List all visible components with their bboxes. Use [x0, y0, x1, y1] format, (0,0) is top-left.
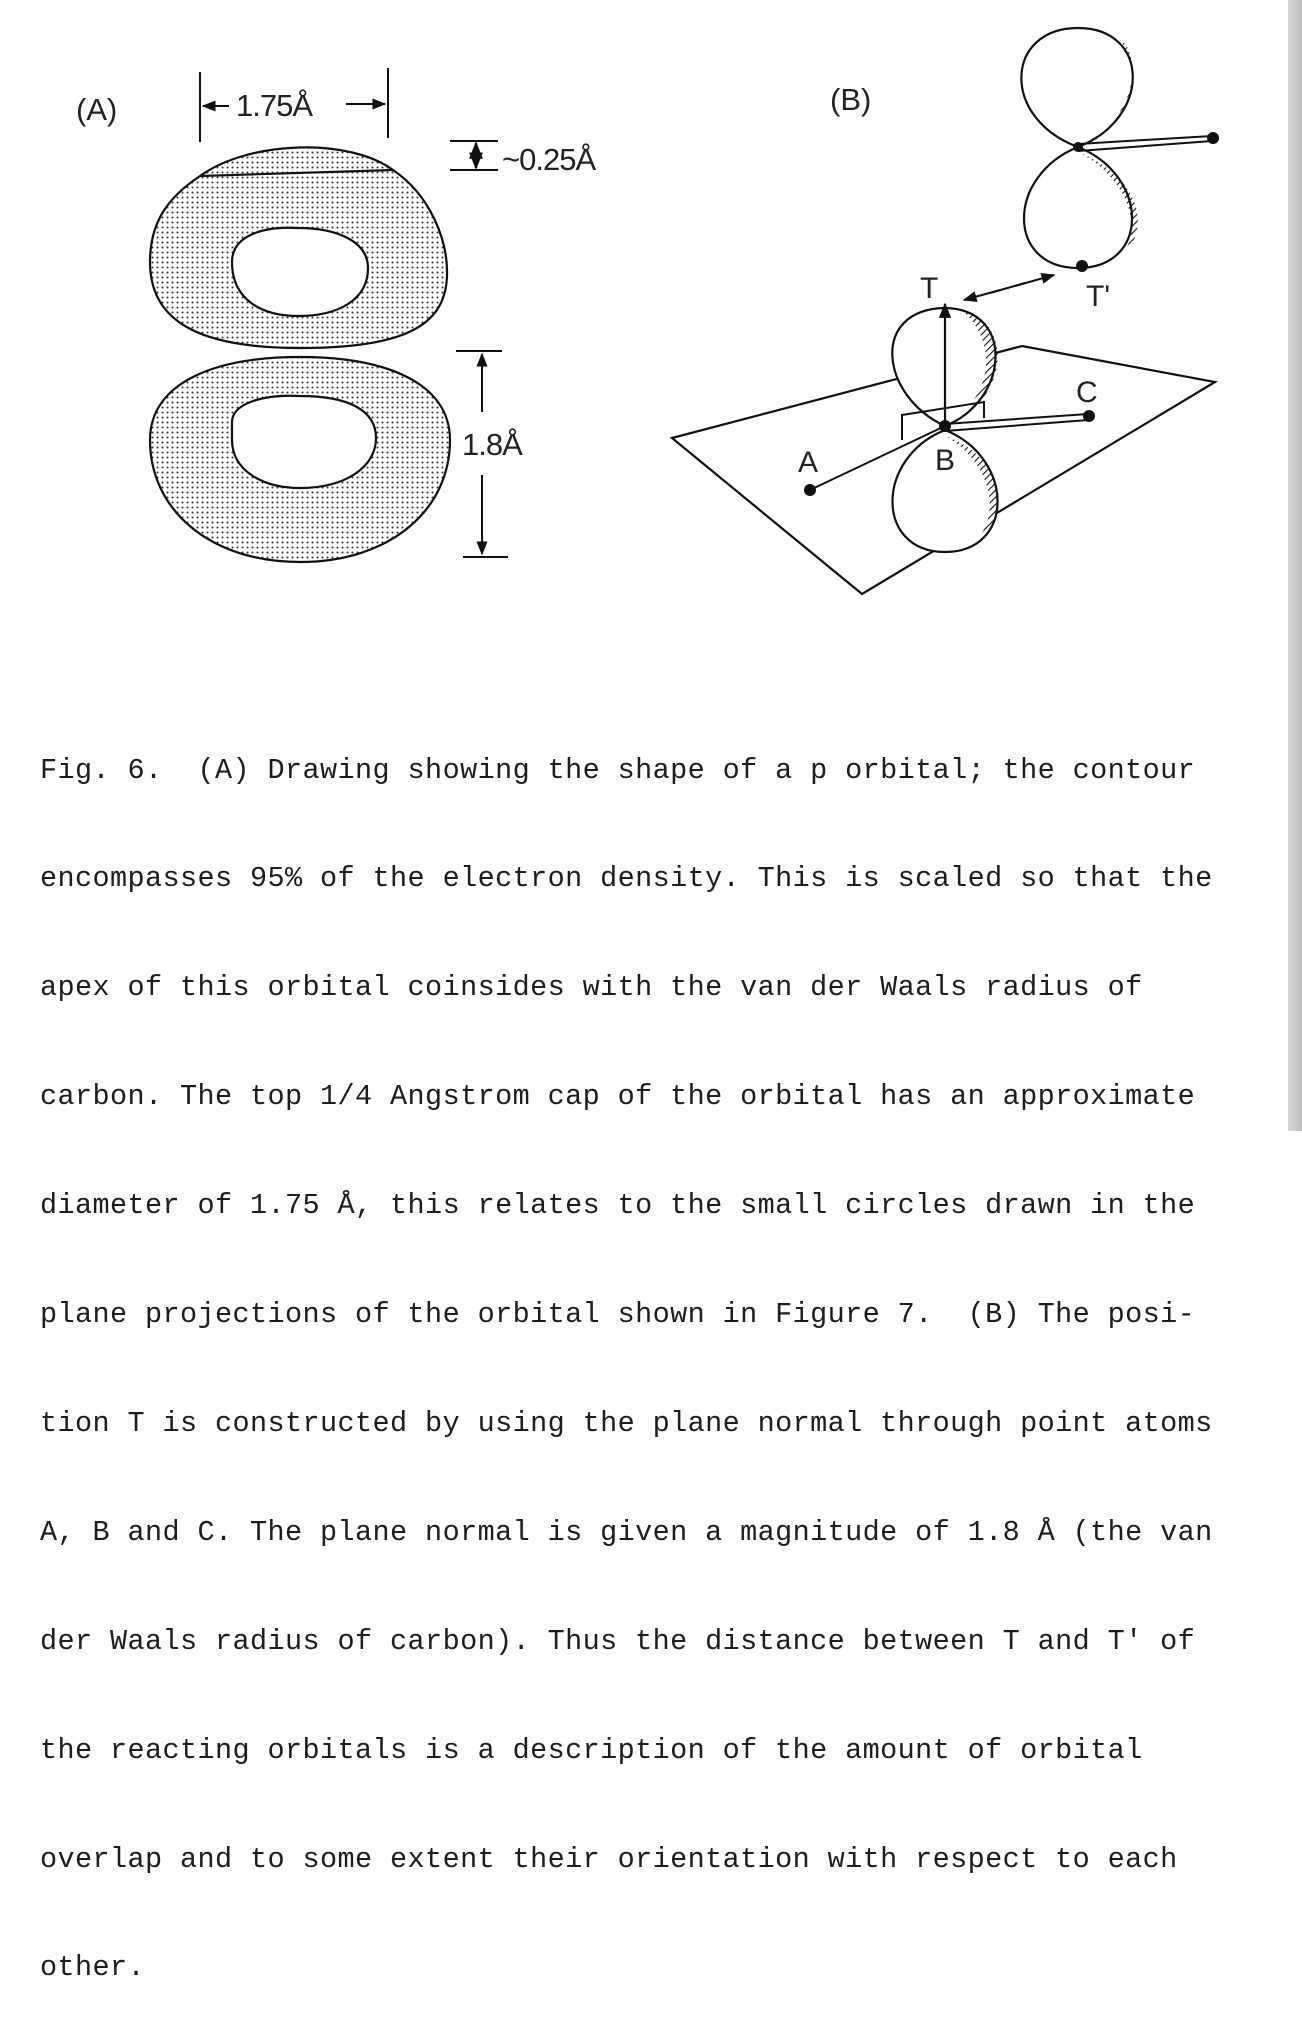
- orbital-lower-molecule: [804, 275, 1095, 552]
- orbital-lower-lobe: [150, 357, 450, 562]
- caption-line: Fig. 6. (A) Drawing showing the shape of a p orbital; the contour: [40, 753, 1196, 787]
- panel-b: [672, 28, 1219, 594]
- width-label: 1.75Å: [236, 88, 313, 123]
- label-t: T: [920, 272, 939, 305]
- caption-line: A, B and C. The plane normal is given a magnitude of 1.8 Å (the van: [40, 1515, 1213, 1549]
- caption-line: diameter of 1.75 Å, this relates to the small circles drawn in the: [40, 1189, 1196, 1223]
- panel-b-label: (B): [830, 82, 872, 117]
- caption-line: other.: [40, 1951, 146, 1985]
- panel-a: [76, 68, 596, 562]
- caption-line: plane projections of the orbital shown in Figure 7. (B) The posi-: [40, 1298, 1196, 1332]
- caption-line: carbon. The top 1/4 Angstrom cap of the orbital has an approximate: [40, 1080, 1196, 1114]
- height-label: 1.8Å: [462, 427, 522, 462]
- label-b: B: [935, 444, 956, 477]
- page-edge-shadow: [1288, 0, 1302, 1131]
- cap-dimension: [450, 141, 596, 177]
- height-dimension: [456, 351, 523, 557]
- caption-line: tion T is constructed by using the plane normal through point atoms: [40, 1406, 1213, 1440]
- orbital-upper-lobe: [150, 147, 447, 348]
- label-c: C: [1076, 376, 1098, 409]
- caption-line: the reacting orbitals is a description of the amount of orbital: [40, 1733, 1143, 1767]
- figure-caption: [40, 680, 1290, 2023]
- figure-6: [0, 0, 1302, 680]
- width-dimension: [200, 68, 388, 142]
- orbital-upper-molecule: [1021, 28, 1219, 272]
- caption-line: der Waals radius of carbon). Thus the distance between T and T' of: [40, 1624, 1196, 1658]
- panel-a-label: (A): [76, 92, 118, 127]
- point-t-prime: [1076, 260, 1088, 272]
- point-c: [1083, 410, 1095, 422]
- label-a: A: [798, 446, 819, 479]
- caption-line: apex of this orbital coinsides with the van der Waals radius of: [40, 971, 1143, 1005]
- point-b: [939, 420, 951, 432]
- caption-line: encompasses 95% of the electron density. This is scaled so that the: [40, 862, 1213, 896]
- caption-line: overlap and to some extent their orientation with respect to each: [40, 1842, 1178, 1876]
- cap-label: ~0.25Å: [502, 142, 596, 177]
- label-t-prime: T': [1086, 280, 1111, 313]
- point-a: [804, 484, 816, 496]
